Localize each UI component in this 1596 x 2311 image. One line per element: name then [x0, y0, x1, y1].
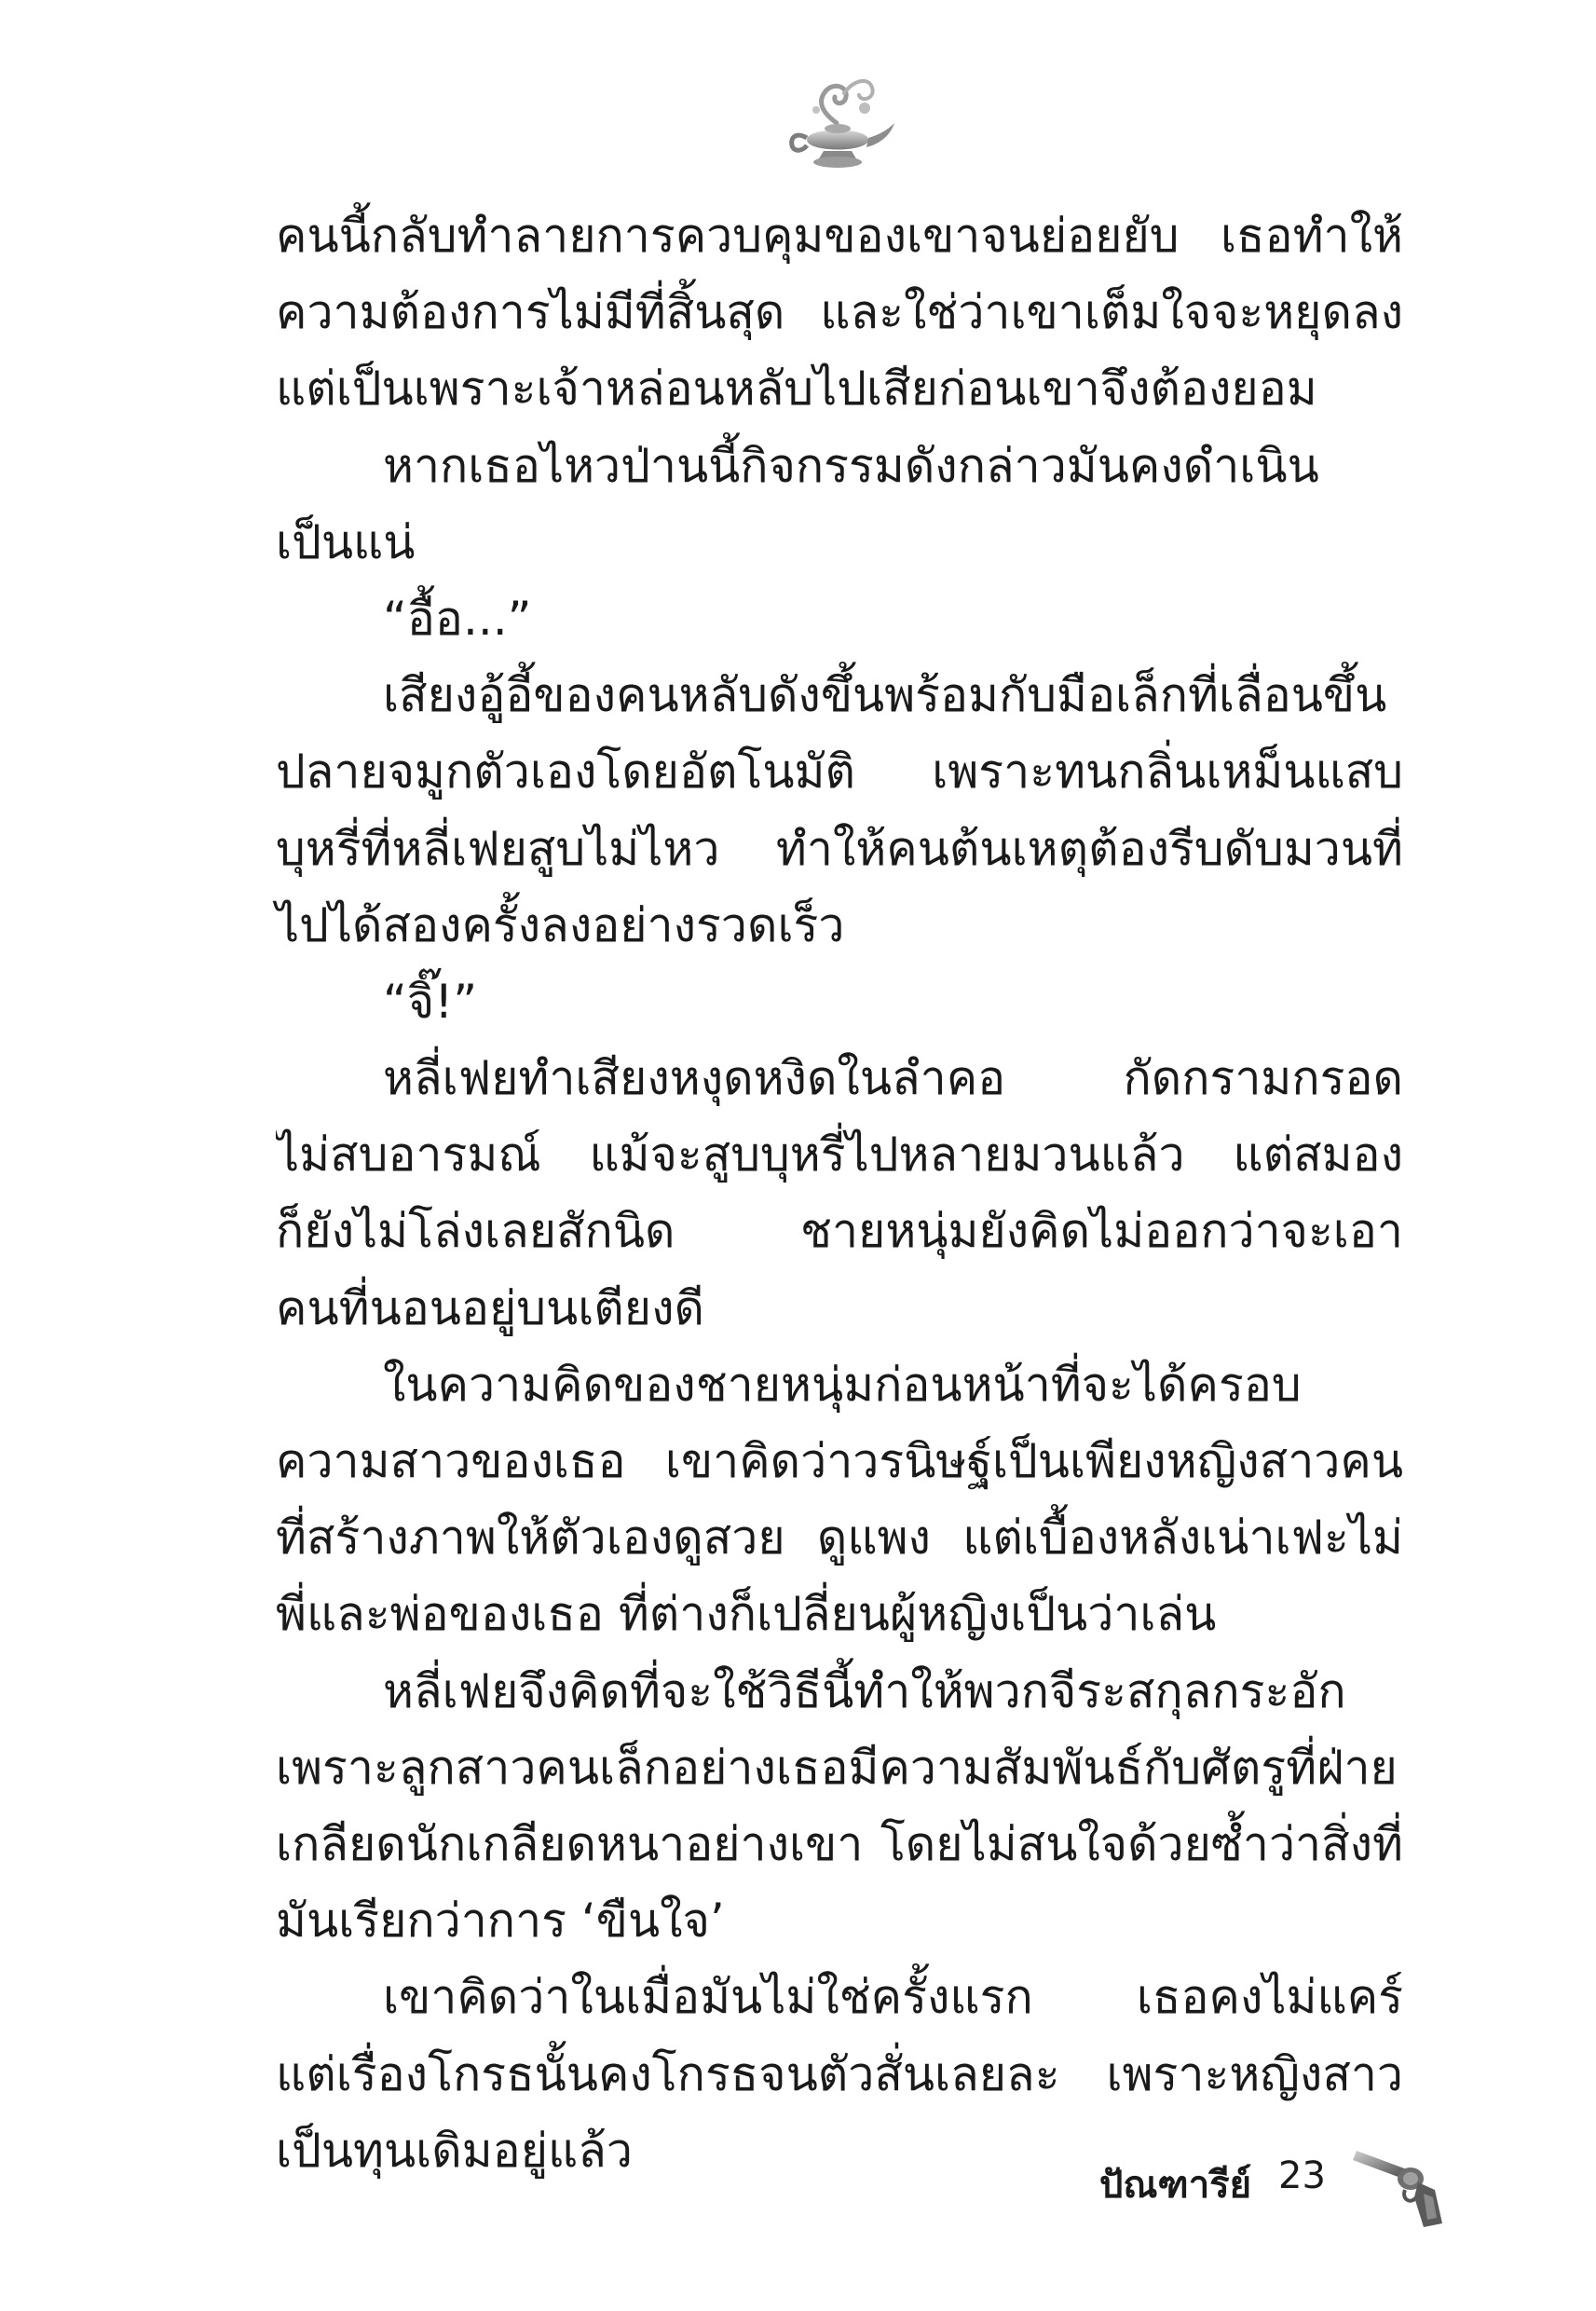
text-line: หากเธอไหวป่านนี้กิจกรรมดังกล่าวมันคงดำเนิน	[383, 438, 1319, 493]
text-line: “อื้อ...”	[383, 591, 532, 646]
text-line: พี่และพ่อของเธอ ที่ต่างก็เปลี่ยนผู้หญิงเป็นว่าเล่น	[276, 1587, 1217, 1642]
text-line: เสียงอู้อี้ของคนหลับดังขึ้นพร้อมกับมือเล็กที่เลื่อนขึ้น	[383, 668, 1387, 723]
text-line: คนที่นอนอยู่บนเตียงดี	[276, 1280, 704, 1335]
text-line: เป็นแน่	[276, 514, 416, 569]
page-number: 23	[1278, 2154, 1326, 2197]
revolver-icon	[1349, 2141, 1452, 2231]
text-line: หลี่เฟยจึงคิดที่จะใช้วิธีนี้ทำให้พวกจีระสกุลกระอัก	[383, 1663, 1346, 1718]
text-line: มันเรียกว่าการ ‘ขืนใจ’	[276, 1894, 725, 1949]
body-text	[276, 198, 1403, 2189]
text-line: เขาคิดว่าในเมื่อมันไม่ใช่ครั้งแรก เธอคงไม่แคร์	[383, 1970, 1403, 2025]
text-line: ที่สร้างภาพให้ตัวเองดูสวย ดูแพง แต่เบื้องหลังเน่าเฟะไม่	[276, 1511, 1403, 1566]
text-line: ปลายจมูกตัวเองโดยอัตโนมัติ เพราะทนกลิ่นเหม็นแสบ	[276, 745, 1403, 800]
text-line: ในความคิดของชายหนุ่มก่อนหน้าที่จะได้ครอบ	[383, 1357, 1302, 1412]
text-line: “จิ๊!”	[383, 974, 478, 1029]
text-line: เป็นทุนเดิมอยู่แล้ว	[276, 2123, 633, 2178]
text-line: เกลียดนักเกลียดหนาอย่างเขา โดยไม่สนใจด้วยซ้ำว่าสิ่งที่	[276, 1816, 1403, 1871]
text-line: เพราะลูกสาวคนเล็กอย่างเธอมีความสัมพันธ์กับศัตรูที่ฝ่าย	[276, 1740, 1398, 1795]
text-line: ความสาวของเธอ เขาคิดว่าวรนิษฐ์เป็นเพียงหญิงสาวคน	[276, 1434, 1403, 1488]
text-line: ความต้องการไม่มีที่สิ้นสุด และใช่ว่าเขาเต็มใจจะหยุดลง	[276, 285, 1403, 340]
footer-title: ปัณฑารีย์	[1099, 2164, 1252, 2207]
text-line: ไม่สบอารมณ์ แม้จะสูบบุหรี่ไปหลายมวนแล้ว แต่สมอง	[276, 1128, 1403, 1183]
text-line: แต่เป็นเพราะเจ้าหล่อนหลับไปเสียก่อนเขาจึงต้องยอม	[276, 362, 1317, 417]
text-line: คนนี้กลับทำลายการควบคุมของเขาจนย่อยยับ เธอทำให้	[276, 209, 1403, 263]
text-line: ก็ยังไม่โล่งเลยสักนิด ชายหนุ่มยังคิดไม่ออกว่าจะเอา	[276, 1204, 1403, 1259]
text-line: แต่เรื่องโกรธนั้นคงโกรธจนตัวสั่นเลยละ เพราะหญิงสาว	[276, 2046, 1403, 2101]
text-line: ไปได้สองครั้งลงอย่างรวดเร็ว	[276, 897, 845, 952]
genie-lamp-icon	[779, 67, 900, 179]
page-footer	[1099, 2141, 1491, 2225]
text-line: หลี่เฟยทำเสียงหงุดหงิดในลำคอ กัดกรามกรอด	[383, 1051, 1403, 1106]
text-line: บุหรี่ที่หลี่เฟยสูบไม่ไหว ทำให้คนต้นเหตุต้องรีบดับมวนที่	[276, 821, 1403, 876]
